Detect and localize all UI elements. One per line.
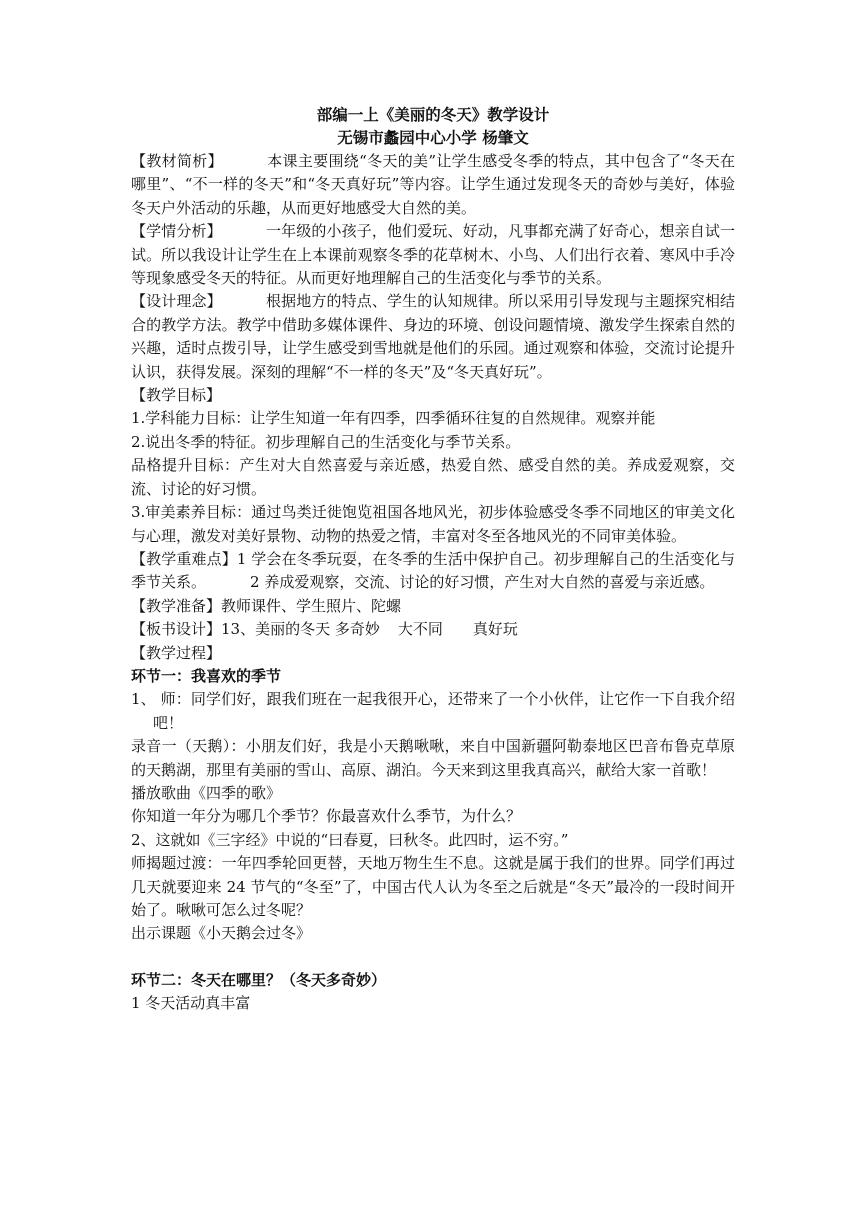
paragraph-zhongnan	[131, 548, 735, 595]
document-title: 部编一上《美丽的冬天》教学设计	[316, 106, 550, 124]
show-topic: 出示课题《小天鹅会过冬》	[131, 924, 312, 943]
heading-huanjie-1: 环节一：我喜欢的季节	[131, 666, 282, 685]
banshu-part-b: 大不同	[397, 620, 443, 639]
transition-text: 师揭题过渡：一年四季轮回更替，天地万物生生不息。这就是属于我们的世界。同学们再过几天就要迎来 24 节气的“冬至”了，中国古代人认为冬至之后就是“冬天”最冷的一段时间开始了。啾啾可怎么过冬呢？	[131, 854, 735, 919]
paragraph-xueqing	[131, 220, 735, 290]
section-text-zhongnan-2: 2 养成爱观察，交流、讨论的好习惯，产生对大自然的喜爱与亲近感。	[250, 573, 715, 592]
section-label-linian: 【设计理念】	[131, 292, 222, 311]
section-label-mubiao: 【教学目标】	[131, 386, 222, 405]
section-text-xueqing: 一年级的小孩子，他们爱玩、好动，凡事都充满了好奇心，想亲自试一试。所以我设计让学生在上本课前观察冬季的花草树木、小鸟、人们出行衣着、寒风中手冷等现象感受冬天的特征。从而更好地理解自己的生活变化与季节的关系。	[131, 222, 735, 288]
recording-swan: 录音一（天鹅）：小朋友们好，我是小天鹅啾啾，来自中国新疆阿勒泰地区巴音布鲁克草原的天鹅湖，那里有美丽的雪山、高原、湖泊。今天来到这里我真高兴，献给大家一首歌！	[131, 737, 735, 779]
heading-huanjie-2: 环节二：冬天在哪里？（冬天多奇妙）	[131, 970, 387, 989]
section-text-zhunbei: 教师课件、学生照片、陀螺	[221, 596, 402, 615]
paragraph-banshu	[131, 618, 735, 641]
step-1-teacher: 1、 师：同学们好，跟我们班在一起我很开心，还带来了一个小伙伴，让它作一下自我介绍吧！	[131, 690, 735, 732]
section-text-linian: 根据地方的特点、学生的认知规律。所以采用引导发现与主题探究相结合的教学方法。教学中借助多媒体课件、身边的环境、创设问题情境、激发学生探索自然的兴趣，适时点拨引导，让学生感受到雪地就是他们的乐园。通过观察和体验，交流讨论提升认识，获得发展。深刻的理解“不一样的冬天”及“冬天真好玩”。	[131, 292, 735, 381]
section-label-zhunbei: 【教学准备】	[131, 596, 222, 615]
play-song: 播放歌曲《四季的歌》	[131, 783, 282, 802]
section-label-jiaocai: 【教材简析】	[131, 152, 223, 170]
goal-line-2: 2.说出冬季的特征。初步理解自己的生活变化与季节关系。	[131, 432, 521, 451]
section-text-jiaocai: 本课主要围绕“冬天的美”让学生感受冬季的特点，其中包含了“冬天在哪里”、“不一样的冬天”和“冬天真好玩”等内容。让学生通过发现冬天的奇妙与美好，体验冬天户外活动的乐趣，从而更好地感受大自然的美。	[131, 152, 735, 217]
paragraph-zhunbei	[131, 595, 735, 618]
section-label-zhongnan: 【教学重难点】	[131, 549, 237, 568]
section-text-zhongnan-1: 1 学会在冬季玩耍，在冬季的生活中保护自己。初步理解自己的生活变化与季节关系。	[131, 549, 735, 592]
section-label-banshu: 【板书设计】	[131, 620, 222, 639]
paragraph-linian	[131, 290, 735, 384]
step-2-sanzijing: 2、这就如《三字经》中说的“曰春夏，曰秋冬。此四时，运不穷。”	[131, 830, 569, 849]
blank-line	[131, 946, 735, 969]
section-label-xueqing: 【学情分析】	[131, 222, 222, 241]
goal-line-3: 品格提升目标：产生对大自然喜爱与亲近感，热爱自然、感受自然的美。养成爱观察，交流、讨论的好习惯。	[131, 456, 735, 498]
document-body	[131, 104, 735, 1016]
goal-line-4: 3.审美素养目标：通过鸟类迁徙饱览祖国各地风光，初步体验感受冬季不同地区的审美文化与心理，激发对美好景物、动物的热爱之情，丰富对冬至各地风光的不同审美体验。	[131, 503, 735, 545]
section-label-guocheng: 【教学过程】	[131, 643, 222, 662]
season-question: 你知道一年分为哪几个季节？你最喜欢什么季节，为什么？	[131, 807, 522, 826]
paragraph-jiaocai	[131, 150, 735, 220]
activity-item-1: 1 冬天活动真丰富	[131, 994, 251, 1013]
banshu-part-a: 13、美丽的冬天 多奇妙	[221, 620, 380, 639]
banshu-part-c: 真好玩	[472, 620, 518, 639]
author-line: 无锡市蠡园中心小学 杨肇文	[337, 129, 529, 147]
goal-line-1: 1.学科能力目标：让学生知道一年有四季，四季循环往复的自然规律。观察并能	[131, 409, 656, 428]
